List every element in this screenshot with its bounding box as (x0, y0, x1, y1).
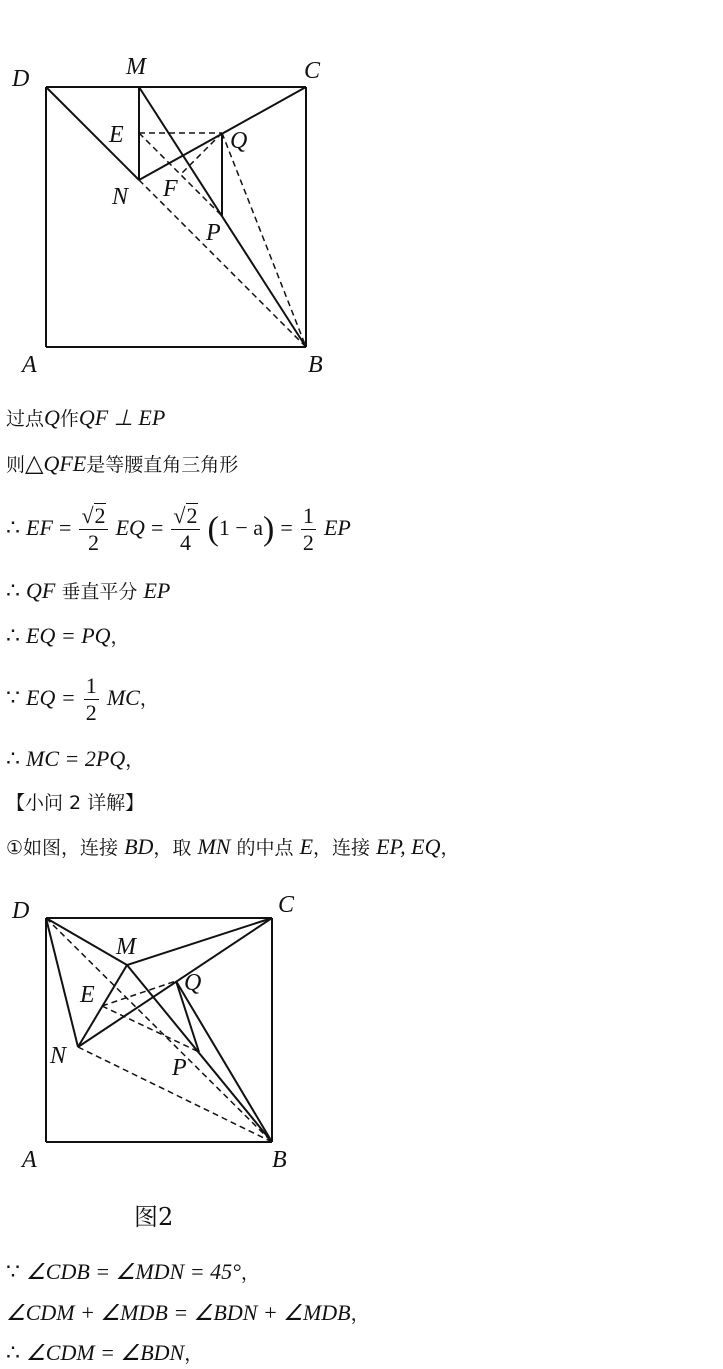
because-symbol: ∵ (6, 685, 20, 710)
text: 的中点 (236, 837, 294, 859)
segment-DM (46, 918, 127, 965)
math-mc: MC (106, 685, 140, 710)
math-expr: ∠CDM = ∠BDN (26, 1340, 185, 1365)
segment-QB (222, 133, 306, 347)
label-Q: Q (230, 128, 248, 154)
comma: ， (110, 626, 130, 648)
label-C: C (278, 892, 295, 918)
math-expr: ∠CDM + ∠MDB = ∠BDN + ∠MDB (6, 1300, 351, 1325)
math-expr: MC = 2PQ (26, 746, 126, 771)
segment-EP (139, 133, 222, 216)
step-perpendicular-bisector (6, 576, 170, 607)
label-C: C (304, 58, 321, 84)
label-N: N (50, 1043, 67, 1069)
text: 是等腰直角三角形 (86, 454, 239, 476)
text: 垂直平分 (61, 581, 138, 603)
label-E: E (80, 982, 95, 1008)
step-draw-qf (6, 403, 165, 434)
comma: ， (125, 749, 145, 771)
math-mn: MN (197, 834, 231, 859)
math-ep: EP (323, 515, 351, 540)
label-F: F (163, 176, 178, 202)
fraction-sqrt2-over-4: $\frac{√2}{4}$ (173, 503, 198, 555)
figure-2 (0, 885, 360, 1235)
therefore-symbol: ∴ (6, 1340, 20, 1365)
therefore-symbol: ∴ (6, 578, 20, 603)
label-D: D (12, 898, 30, 924)
math-expr: EQ = (26, 685, 76, 710)
label-M: M (126, 54, 146, 80)
fraction-sqrt2-over-2: $\frac{√2}{2}$ (81, 503, 106, 555)
text: 过点 (6, 408, 45, 430)
math-expr: QFE (43, 451, 87, 476)
step-isosceles-right-triangle (6, 449, 238, 480)
right-paren: ) (263, 510, 275, 548)
numerator: 1 (85, 673, 97, 698)
step-eq-equals-pq (6, 621, 130, 652)
math-ep-eq: EP, EQ (376, 834, 441, 859)
text: ，取 (153, 837, 192, 859)
label-B: B (272, 1147, 287, 1173)
label-Q: Q (184, 970, 202, 996)
fraction-half (84, 673, 99, 726)
math-eq: EQ (115, 515, 145, 540)
math-ef: EF (26, 515, 53, 540)
denominator: 4 (179, 530, 191, 555)
segment-MB (139, 87, 306, 347)
triangle-symbol: △ (25, 451, 44, 477)
comma: ， (440, 837, 460, 859)
label-E: E (109, 122, 124, 148)
label-N: N (112, 184, 129, 210)
therefore-symbol: ∴ (6, 746, 20, 771)
fraction-half (301, 503, 316, 556)
text: 则 (6, 454, 26, 476)
comma: ， (350, 1303, 370, 1325)
sqrt-digit: 2 (94, 503, 106, 528)
segment-CM (127, 918, 272, 965)
text: ①如图，连接 (6, 837, 119, 859)
step-eq-half-mc (6, 668, 159, 729)
math-qf: QF (26, 578, 56, 603)
math-e: E (299, 834, 314, 859)
left-paren: ( (207, 510, 219, 548)
text: 作 (59, 408, 79, 430)
inner-expr: 1 − a (218, 515, 264, 540)
segment-DB (46, 918, 272, 1142)
text: ，连接 (313, 837, 371, 859)
label-B: B (308, 352, 323, 378)
math-ep: EP (143, 578, 171, 603)
math-expr: QF ⊥ EP (78, 405, 166, 430)
step-mc-equals-2pq (6, 744, 144, 775)
numerator: 1 (302, 503, 314, 528)
step-angle-equal (6, 1338, 203, 1369)
comma: ， (139, 688, 159, 710)
equals-sign: = (58, 515, 72, 540)
math-bd: BD (124, 834, 154, 859)
equals-sign: = (280, 515, 293, 540)
denominator: 2 (302, 530, 314, 555)
because-symbol: ∵ (6, 1259, 20, 1284)
equals-sign: = (150, 515, 164, 540)
therefore-symbol: ∴ (6, 515, 20, 540)
step-ef-formula (6, 498, 351, 560)
denominator: 2 (87, 530, 99, 555)
comma: ， (240, 1262, 260, 1284)
therefore-symbol: ∴ (6, 623, 20, 648)
comma: ， (184, 1343, 204, 1365)
label-A: A (22, 352, 37, 378)
denominator: 2 (85, 700, 97, 725)
step-connect-bd (6, 832, 460, 863)
math-expr: EQ = PQ (26, 623, 111, 648)
label-M: M (116, 934, 136, 960)
figure-2-caption: 图2 (134, 1203, 174, 1231)
segment-DN (46, 87, 139, 180)
segment-CN (78, 918, 272, 1047)
math-q: Q (44, 405, 60, 430)
figure-1 (0, 0, 360, 385)
label-A: A (22, 1147, 37, 1173)
math-expr: ∠CDB = ∠MDN = 45° (26, 1259, 241, 1284)
step-angle-sum (6, 1298, 370, 1329)
segment-EP (102, 1006, 199, 1052)
label-D: D (12, 66, 30, 92)
section-heading: 【小问 2 详解】 (6, 792, 145, 814)
segment-DN (46, 918, 78, 1047)
sqrt-digit: 2 (186, 503, 198, 528)
label-P: P (206, 220, 221, 246)
step-angle-45 (6, 1257, 260, 1288)
label-P: P (172, 1055, 187, 1081)
